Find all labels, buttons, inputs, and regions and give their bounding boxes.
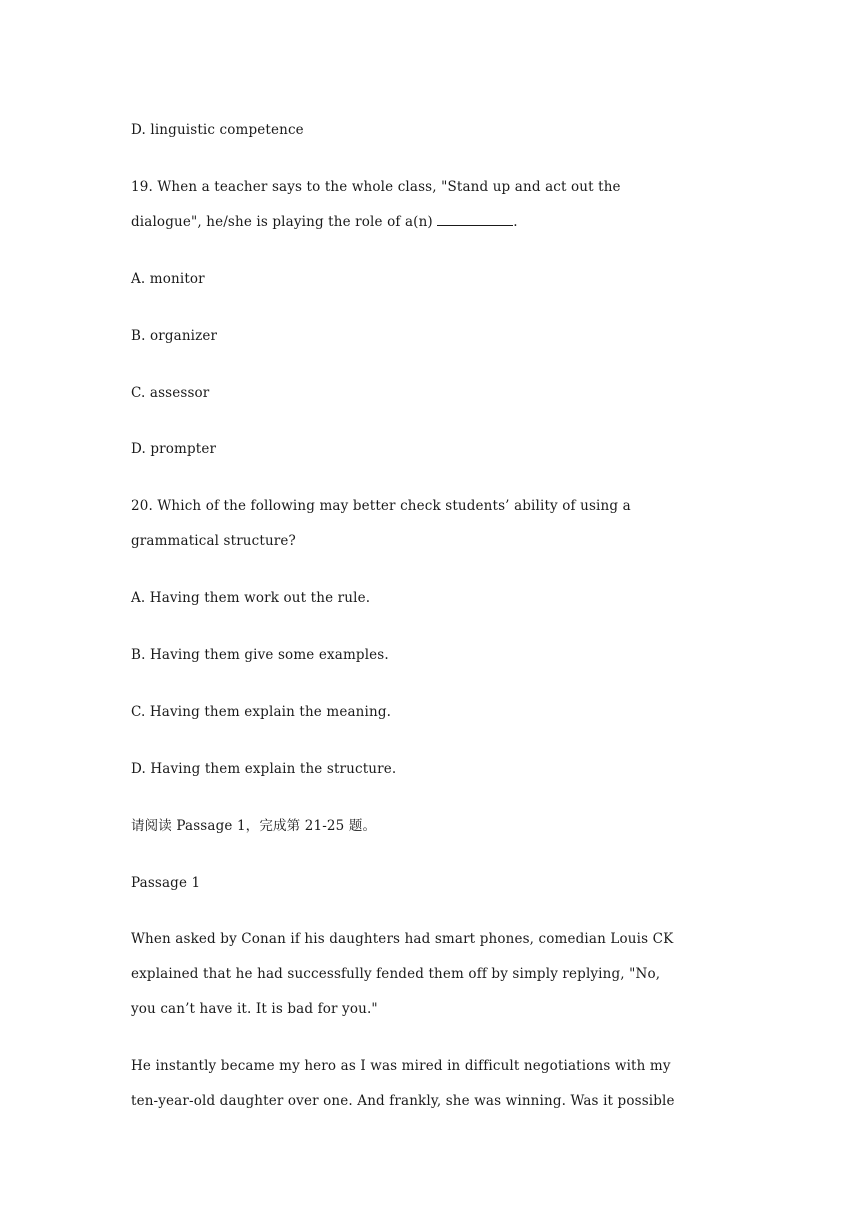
passage-p2-line-1: He instantly became my hero as I was mired in difficult negotiations with my: [131, 1058, 671, 1074]
passage-p1-line-3: you can’t have it. It is bad for you.": [131, 1001, 378, 1017]
reading-instruction: 请阅读 Passage 1，完成第 21-25 题。: [131, 818, 377, 834]
q18-option-d: D. linguistic competence: [131, 122, 304, 138]
q19-stem-end: .: [513, 214, 518, 230]
q19-option-a: A. monitor: [131, 271, 205, 287]
q20-option-d: D. Having them explain the structure.: [131, 761, 397, 777]
q20-stem-line-1: 20. Which of the following may better check students’ ability of using a: [131, 498, 631, 514]
q19-stem-line-2: [131, 213, 518, 231]
answer-blank: [437, 213, 513, 226]
passage-p1-line-2: explained that he had successfully fended them off by simply replying, "No,: [131, 966, 661, 982]
q20-stem-line-2: grammatical structure?: [131, 533, 296, 549]
passage-title: Passage 1: [131, 875, 201, 891]
q19-option-b: B. organizer: [131, 328, 218, 344]
passage-p1-line-1: When asked by Conan if his daughters had smart phones, comedian Louis CK: [131, 931, 674, 947]
q19-stem-line-1: 19. When a teacher says to the whole class, "Stand up and act out the: [131, 179, 621, 195]
q19-option-d: D. prompter: [131, 441, 217, 457]
q20-option-c: C. Having them explain the meaning.: [131, 704, 392, 720]
q19-option-c: C. assessor: [131, 385, 210, 401]
q20-option-a: A. Having them work out the rule.: [131, 590, 371, 606]
q19-stem-text: dialogue", he/she is playing the role of a(n): [131, 214, 438, 230]
passage-p2-line-2: ten-year-old daughter over one. And frankly, she was winning. Was it possible: [131, 1093, 675, 1109]
q20-option-b: B. Having them give some examples.: [131, 647, 389, 663]
